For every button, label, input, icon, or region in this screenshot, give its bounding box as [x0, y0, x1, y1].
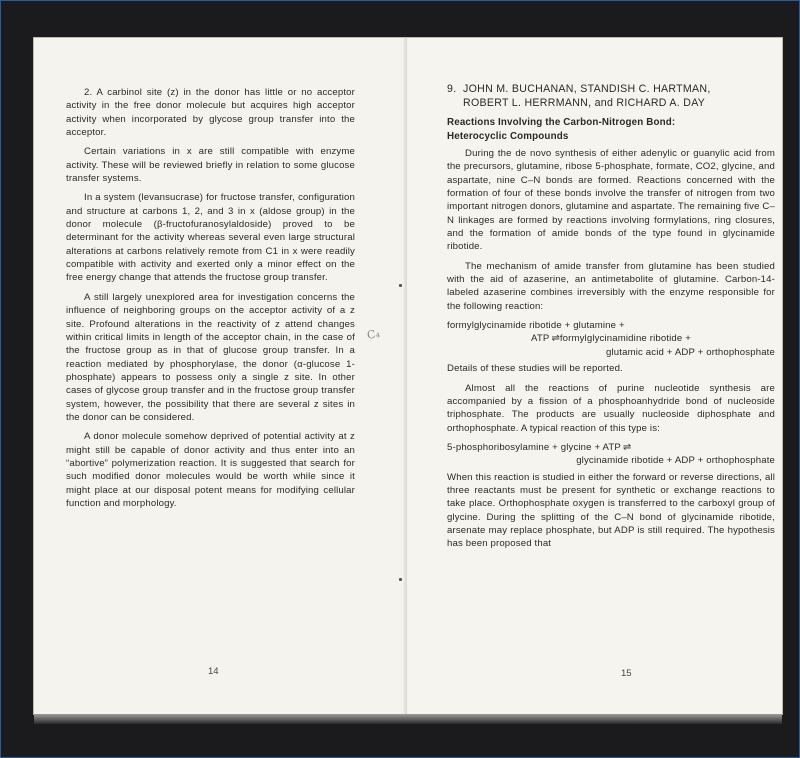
paragraph-details: Details of these studies will be reported. [447, 363, 623, 375]
margin-mark [399, 578, 402, 581]
equation-1-atp: ATP [531, 333, 550, 345]
equation-1-product: formylglycinamidine ribotide + [559, 333, 691, 345]
authors-line-2: ROBERT L. HERRMANN, and RICHARD A. DAY [463, 97, 706, 109]
equation-2-line-2: glycinamide ribotide + ADP + orthophosphate [576, 455, 775, 467]
right-page [407, 38, 782, 714]
author-heading [447, 82, 775, 110]
margin-mark [399, 284, 402, 287]
left-page [34, 38, 407, 714]
paragraph-unexplored-area: A still largely unexplored area for investigation concerns the influence of neighboring groups on the acceptor activity of a z site. Profound alterations in the reactivity of z attend changes within critical limits in length of the acceptor chain, in the case of the fructose group as in that of glucose group transfer. In a reaction mediated by phosphorylase, the donor (α-glucose 1-phosphate) appears to possess only a single z site. In other cases of glycose group transfer and in the fructose group transfer system, however, the possibility that there are several z sites in the donor can be considered. [66, 291, 355, 423]
paragraph-variations: Certain variations in x are still compatible with enzyme activity. These will be reviewed briefly in relation to some glucose transfer systems. [66, 146, 355, 185]
pencil-margin-note: C₄ [365, 326, 381, 343]
section-title-line-2: Heterocyclic Compounds [447, 130, 569, 142]
paragraph-azaserine: The mechanism of amide transfer from glutamine has been studied with the aid of azaserine, an antimetabolite of glutamine. Carbon-14-labeled azaserine combines irreversibly with the enzyme responsible for the following reaction: [447, 260, 775, 312]
equation-2-reactants: 5-phosphoribosylamine + glycine + ATP [447, 441, 621, 453]
paragraph-purine-synthesis: Almost all the reactions of purine nucleotide synthesis are accompanied by a fission of a phosphoanhydride bond of nucleoside triphosphate. The products are usually nucleoside diphosphate and orthophosphate. A typical reaction of this type is: [447, 382, 775, 434]
right-page-text [447, 82, 775, 557]
equation-1-line-2 [447, 332, 775, 345]
equation-2-line-1 [447, 441, 775, 454]
page-number-left: 14 [208, 666, 219, 677]
equation-phosphoribosylamine [447, 441, 775, 468]
equation-formylglycinamide [447, 319, 775, 359]
equation-1-line-3: glutamic acid + ADP + orthophosphate [606, 346, 775, 358]
paragraph-de-novo: During the de novo synthesis of either adenylic or guanylic acid from the precursors, glutamine, ribose 5-phosphate, formate, CO2, glycine, and aspartate, nine C–N bonds are formed. Reactions concerned with the formation of four of these bonds involve the transfer of nitrogen from two important nitrogen donors, glutamine and aspartate. The remaining five C–N linkages are formed by reactions involving formylations, ring closures, and the formation of amide bonds of the type found in glycinamide ribotide. [447, 148, 775, 253]
equilibrium-arrow-icon: ⇌ [622, 441, 630, 453]
section-title-line-1: Reactions Involving the Carbon-Nitrogen Bond: [447, 117, 676, 128]
page-number-right: 15 [621, 668, 632, 679]
chapter-number: 9. [447, 83, 457, 95]
paragraph-carbinol-site: 2. A carbinol site (z) in the donor has little or no acceptor activity in the free donor molecule but acquires high acceptor activity when incorporated by glycose group transfer into the acceptor. [66, 87, 355, 139]
paragraph-levansucrase: In a system (levansucrase) for fructose transfer, configuration and structure at carbons 1, 2, and 3 in x (aldose group) in the donor molecule (β-fructofuranosylaldoside) proved to be determinant for the activity whereas several even large structural alterations at carbons relatively remote from C1 in x were readily compatible with activity and exerted only a minor effect on the free energy change that attends the fructose group transfer. [66, 192, 355, 284]
equilibrium-arrow-icon: ⇌ [551, 333, 558, 345]
paragraph-donor-molecule: A donor molecule somehow deprived of potential activity at z might still be capable of donor activity and thus enter into an “abortive” polymerization reaction. It is suggested that search for such modified donor molecules would be worth while since it might place at our disposal potent means for modifying cellular function and morphology. [66, 431, 355, 509]
book-bottom-edge [34, 714, 782, 724]
authors-line-1: JOHN M. BUCHANAN, STANDISH C. HARTMAN, [463, 83, 711, 95]
section-title [447, 116, 775, 143]
paragraph-forward-reverse: When this reaction is studied in either the forward or reverse directions, all three reactants must be present for synthetic or exchange reactions to take place. Orthophosphate oxygen is transferred to the carboxyl group of glycine. During the splitting of the C–N bond of glycinamide ribotide, arsenate may replace phosphate, but ADP is still required. The hypothesis has been proposed that [447, 471, 775, 550]
book-spread [34, 38, 782, 714]
left-page-text [66, 86, 355, 516]
equation-1-line-1: formylglycinamide ribotide + glutamine + [447, 320, 625, 332]
